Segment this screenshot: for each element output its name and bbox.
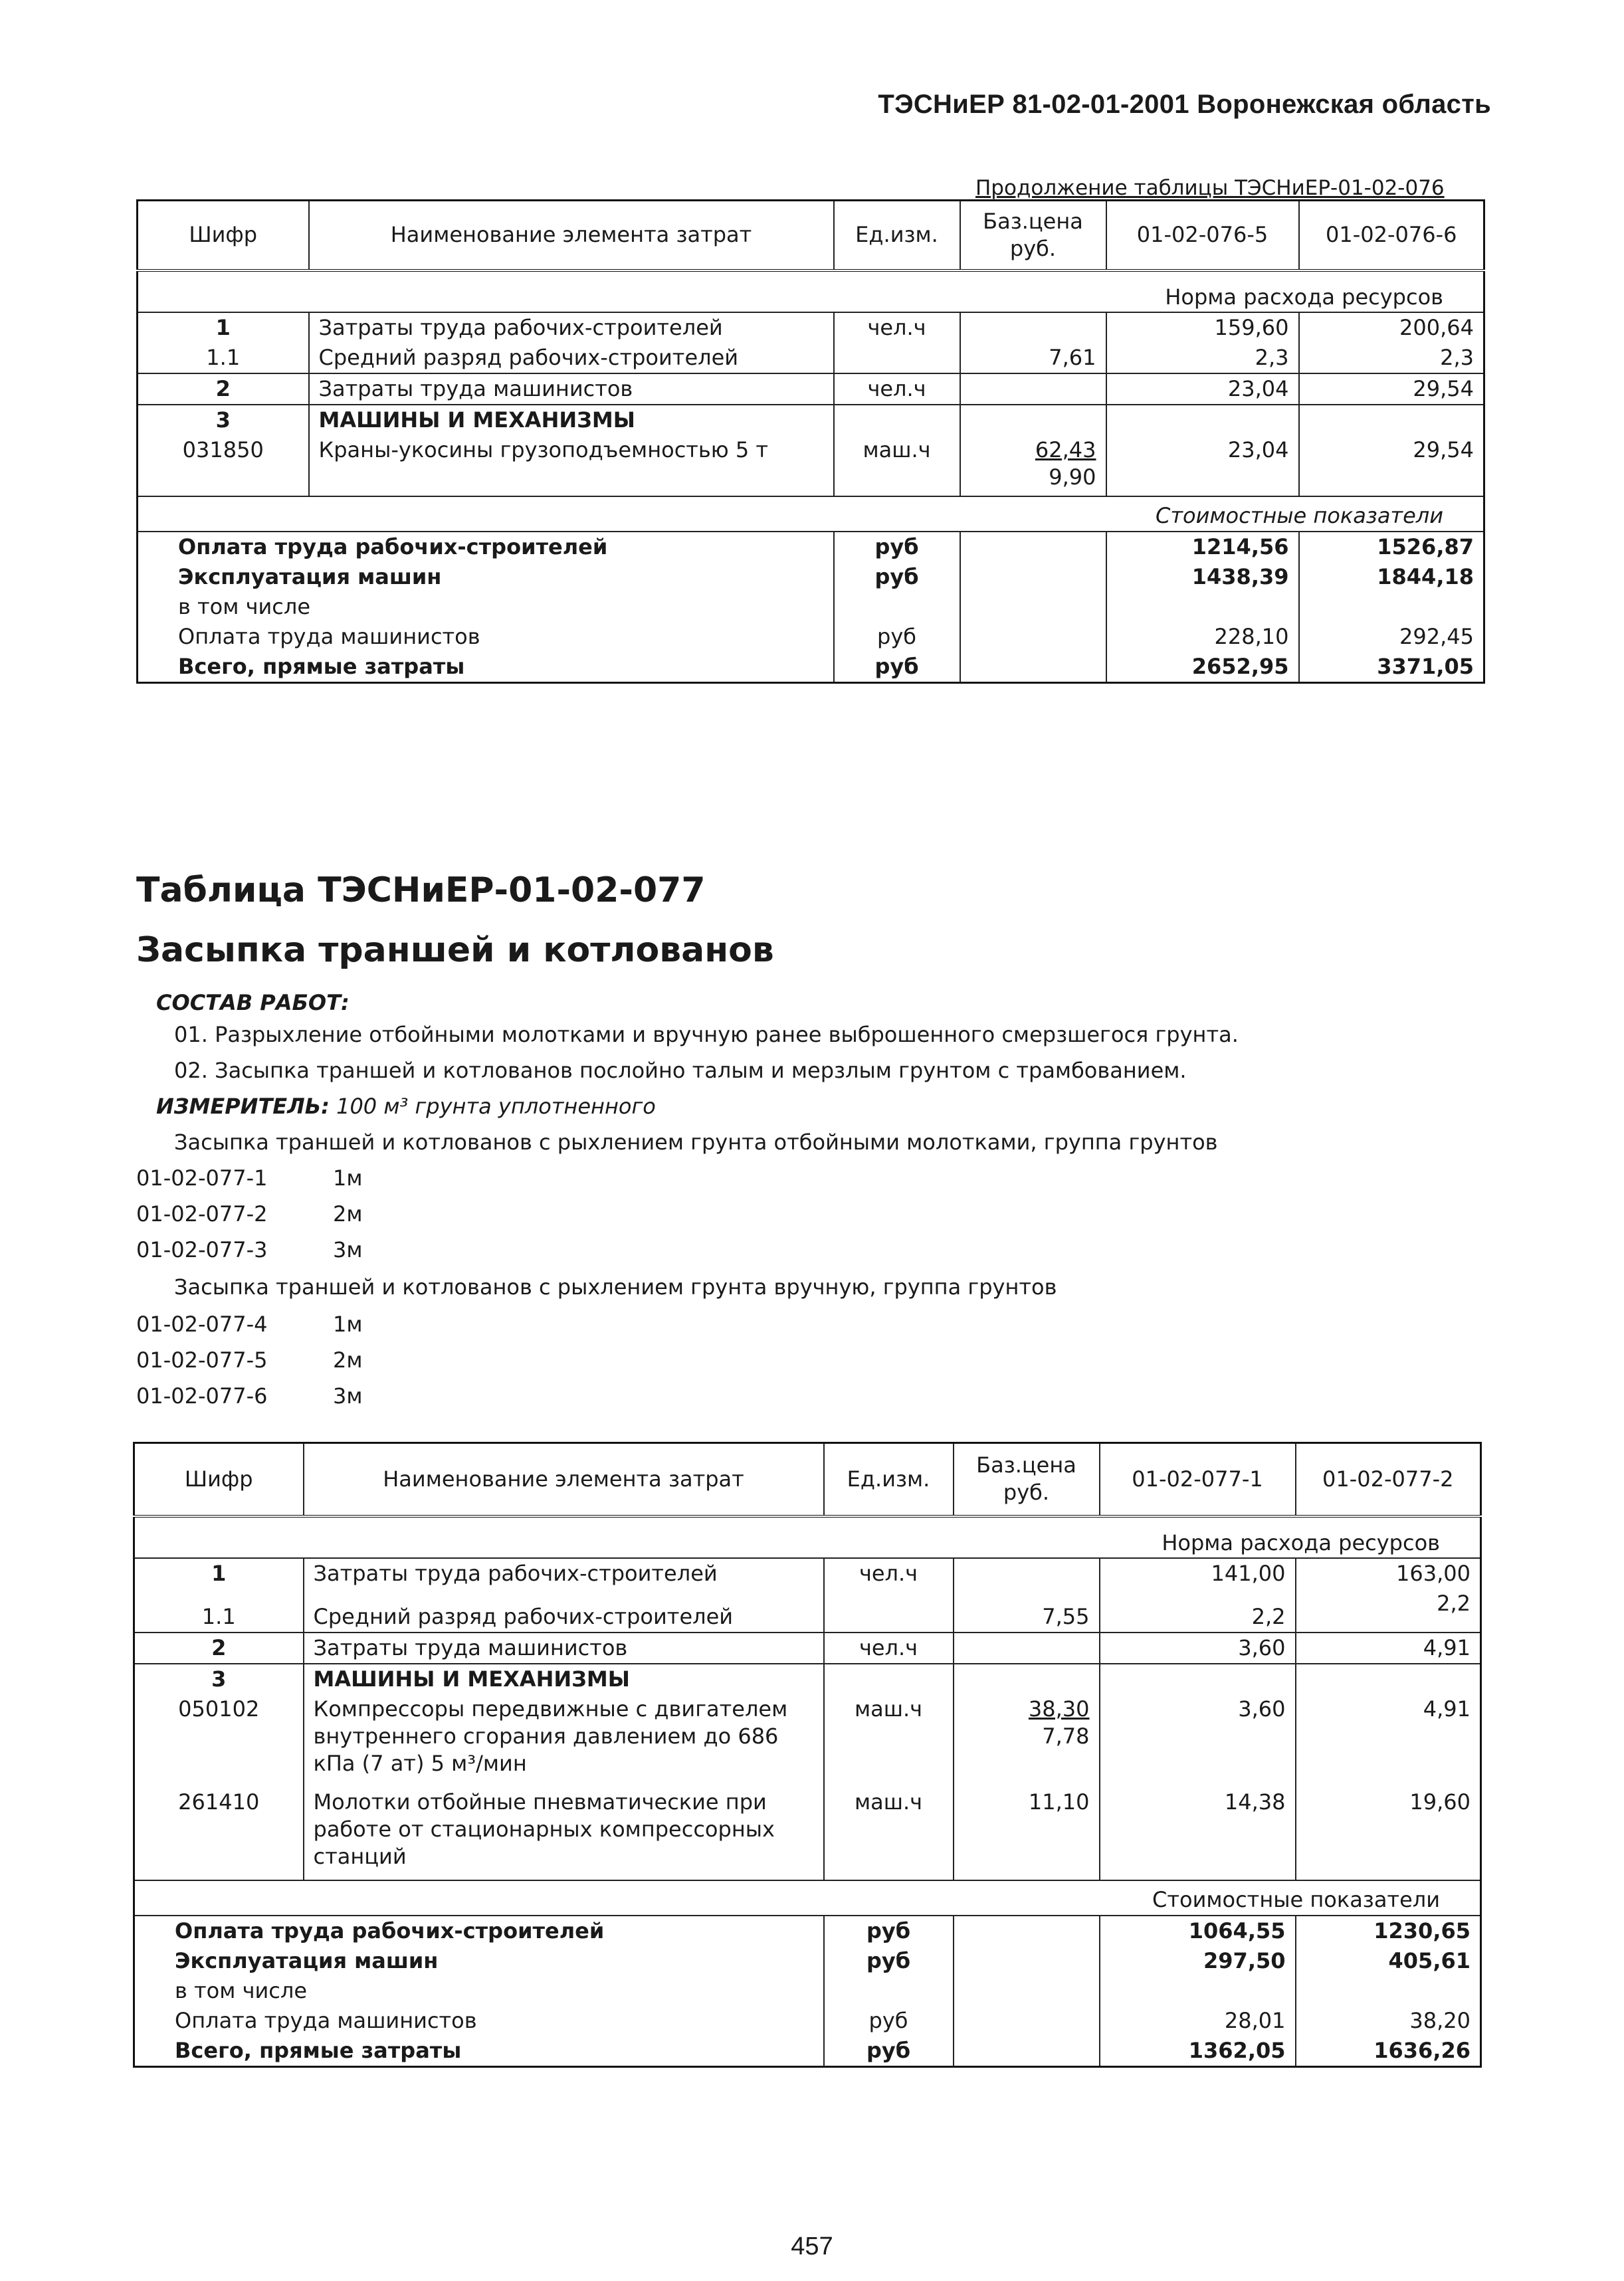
col-header-code: Шифр — [138, 201, 309, 270]
cost-empty — [960, 562, 1106, 592]
row-value-1: 3,60 — [1100, 1694, 1296, 1787]
row-unit: маш.ч — [834, 435, 960, 496]
code-entry — [136, 1383, 363, 1409]
cost-label: Эксплуатация машин — [134, 1946, 824, 1976]
table-header-row — [134, 1443, 1481, 1516]
section-row — [134, 1516, 1481, 1559]
cost-label: Оплата труда машинистов — [134, 2006, 824, 2036]
cost-value-2: 38,20 — [1296, 2006, 1481, 2036]
col-header-unit: Ед.изм. — [834, 201, 960, 270]
resource-table-076 — [136, 199, 1485, 684]
section-costs-label: Стоимостные показатели — [138, 496, 1484, 532]
row-price-machinist: 7,78 — [1042, 1724, 1090, 1749]
row-value-1: 141,00 — [1100, 1558, 1296, 1589]
cost-row — [134, 1946, 1481, 1976]
cost-unit: руб — [834, 622, 960, 652]
cost-unit — [834, 592, 960, 622]
table-row — [138, 312, 1484, 343]
section-subtitle: Засыпка траншей и котлованов — [136, 930, 774, 970]
cost-value-1 — [1100, 1976, 1296, 2006]
row-value-1: 23,04 — [1106, 435, 1299, 496]
col-header-code: Шифр — [134, 1443, 304, 1516]
row-unit — [824, 1589, 954, 1633]
row-unit: чел.ч — [824, 1558, 954, 1589]
code-entry — [136, 1237, 363, 1262]
row-code: 1.1 — [138, 343, 309, 373]
col-header-name: Наименование элемента затрат — [304, 1443, 824, 1516]
cost-value-1: 1362,05 — [1100, 2036, 1296, 2066]
row-price-main: 38,30 — [1028, 1696, 1090, 1722]
row-price — [954, 1558, 1100, 1589]
cost-row — [134, 1916, 1481, 1946]
meter-line — [156, 1094, 656, 1119]
cost-label: Оплата труда рабочих-строителей — [138, 532, 834, 562]
group-title: Засыпка траншей и котлованов с рыхлением грунта вручную, группа грунтов — [174, 1274, 1057, 1300]
row-value-1 — [1106, 405, 1299, 435]
cost-empty — [960, 592, 1106, 622]
cost-value-1: 1438,39 — [1106, 562, 1299, 592]
cost-value-2: 1636,26 — [1296, 2036, 1481, 2066]
cost-value-2 — [1296, 1976, 1481, 2006]
row-name: Компрессоры передвижные с двигателем внутреннего сгорания давлением до 686 кПа (7 ат) 5 м³/мин — [304, 1694, 824, 1787]
row-value-1: 23,04 — [1106, 373, 1299, 405]
col-header-unit: Ед.изм. — [824, 1443, 954, 1516]
document-header-title: ТЭСНиЕР 81-02-01-2001 Воронежская область — [878, 90, 1491, 119]
cost-value-1: 2652,95 — [1106, 652, 1299, 682]
row-value-2: 29,54 — [1299, 435, 1484, 496]
cost-unit: руб — [824, 1916, 954, 1946]
cost-label: Всего, прямые затраты — [138, 652, 834, 682]
cost-unit: руб — [824, 1946, 954, 1976]
cost-unit: руб — [824, 2006, 954, 2036]
cost-empty — [954, 1946, 1100, 1976]
row-name: Краны-укосины грузоподъемностью 5 т — [309, 435, 834, 496]
table-row — [134, 1787, 1481, 1880]
section-norms-label: Норма расхода ресурсов — [134, 1516, 1481, 1559]
row-price — [954, 1664, 1100, 1694]
row-value-2 — [1299, 405, 1484, 435]
row-code: 031850 — [138, 435, 309, 496]
section-row — [138, 270, 1484, 313]
row-unit — [824, 1664, 954, 1694]
work-item: 02. Засыпка траншей и котлованов послойно талым и мерзлым грунтом с трамбованием. — [174, 1058, 1187, 1083]
row-unit: чел.ч — [824, 1633, 954, 1664]
cost-empty — [954, 1916, 1100, 1946]
col-header-code-b: 01-02-076-6 — [1299, 201, 1484, 270]
resource-table-077 — [133, 1442, 1482, 2068]
row-value-2 — [1296, 1664, 1481, 1694]
row-code: 2 — [138, 373, 309, 405]
row-price-machinist: 9,90 — [1049, 464, 1096, 490]
table-row — [138, 343, 1484, 373]
row-code: 1 — [134, 1558, 304, 1589]
code-id: 01-02-077-3 — [136, 1237, 268, 1262]
cost-empty — [960, 622, 1106, 652]
col-header-code-b: 01-02-077-2 — [1296, 1443, 1481, 1516]
row-value-2: 2,3 — [1299, 343, 1484, 373]
cost-value-1: 1214,56 — [1106, 532, 1299, 562]
col-header-code-a: 01-02-076-5 — [1106, 201, 1299, 270]
row-value-1: 159,60 — [1106, 312, 1299, 343]
cost-unit — [824, 1976, 954, 2006]
cost-label: Оплата труда рабочих-строителей — [134, 1916, 824, 1946]
row-price: 7,61 — [960, 343, 1106, 373]
table-row — [134, 1664, 1481, 1694]
row-name: Затраты труда рабочих-строителей — [309, 312, 834, 343]
cost-label: Оплата труда машинистов — [138, 622, 834, 652]
row-value-2: 4,91 — [1296, 1633, 1481, 1664]
code-value: 1м — [333, 1165, 363, 1191]
cost-value-1: 1064,55 — [1100, 1916, 1296, 1946]
code-entry — [136, 1201, 363, 1227]
col-header-price: Баз.цена руб. — [954, 1443, 1100, 1516]
cost-value-2: 1844,18 — [1299, 562, 1484, 592]
works-heading: СОСТАВ РАБОТ: — [156, 990, 350, 1015]
cost-row — [138, 622, 1484, 652]
row-value-1: 3,60 — [1100, 1633, 1296, 1664]
row-value-2: 4,91 — [1296, 1694, 1481, 1787]
cost-label: в том числе — [138, 592, 834, 622]
cost-value-2 — [1299, 592, 1484, 622]
cost-unit: руб — [834, 652, 960, 682]
code-id: 01-02-077-1 — [136, 1165, 268, 1191]
code-value: 1м — [333, 1312, 363, 1337]
col-header-name: Наименование элемента затрат — [309, 201, 834, 270]
meter-label: ИЗМЕРИТЕЛЬ: — [156, 1094, 330, 1119]
row-name: Молотки отбойные пневматические при работе от стационарных компрессорных станций — [304, 1787, 824, 1880]
row-value-1: 2,3 — [1106, 343, 1299, 373]
row-value-2: 2,2 — [1296, 1589, 1481, 1633]
code-value: 2м — [333, 1347, 363, 1373]
code-id: 01-02-077-4 — [136, 1312, 268, 1337]
row-value-1: 2,2 — [1100, 1589, 1296, 1633]
cost-empty — [954, 1976, 1100, 2006]
row-name: МАШИНЫ И МЕХАНИЗМЫ — [304, 1664, 824, 1694]
cost-value-2: 292,45 — [1299, 622, 1484, 652]
cost-unit: руб — [834, 562, 960, 592]
row-value-2: 29,54 — [1299, 373, 1484, 405]
row-code: 1.1 — [134, 1589, 304, 1633]
cost-value-1: 228,10 — [1106, 622, 1299, 652]
cost-empty — [954, 2036, 1100, 2066]
code-value: 3м — [333, 1237, 363, 1262]
cost-row — [134, 2006, 1481, 2036]
page-number: 457 — [791, 2232, 833, 2260]
row-code: 261410 — [134, 1787, 304, 1880]
row-unit: чел.ч — [834, 312, 960, 343]
row-unit — [834, 343, 960, 373]
section-row — [138, 496, 1484, 532]
cost-value-2: 3371,05 — [1299, 652, 1484, 682]
section-table-title: Таблица ТЭСНиЕР-01-02-077 — [136, 870, 706, 910]
code-entry — [136, 1165, 363, 1191]
code-value: 3м — [333, 1383, 363, 1409]
table-row — [138, 373, 1484, 405]
cost-value-2: 1526,87 — [1299, 532, 1484, 562]
row-name: МАШИНЫ И МЕХАНИЗМЫ — [309, 405, 834, 435]
row-price — [954, 1633, 1100, 1664]
row-code: 1 — [138, 312, 309, 343]
row-unit — [834, 405, 960, 435]
cost-row — [134, 1976, 1481, 2006]
row-code: 3 — [138, 405, 309, 435]
row-unit: маш.ч — [824, 1694, 954, 1787]
table-row — [134, 1633, 1481, 1664]
row-code: 2 — [134, 1633, 304, 1664]
row-price: 7,55 — [954, 1589, 1100, 1633]
row-value-1 — [1100, 1664, 1296, 1694]
row-price — [960, 435, 1106, 496]
cost-empty — [954, 2006, 1100, 2036]
section-norms-label: Норма расхода ресурсов — [138, 270, 1484, 313]
row-value-2: 200,64 — [1299, 312, 1484, 343]
table-row — [134, 1558, 1481, 1589]
table-row — [134, 1694, 1481, 1787]
section-costs-label: Стоимостные показатели — [134, 1880, 1481, 1916]
cost-unit: руб — [824, 2036, 954, 2066]
table-continuation-caption: Продолжение таблицы ТЭСНиЕР-01-02-076 — [975, 176, 1445, 200]
cost-value-1: 297,50 — [1100, 1946, 1296, 1976]
col-header-code-a: 01-02-077-1 — [1100, 1443, 1296, 1516]
cost-empty — [960, 652, 1106, 682]
cost-value-1 — [1106, 592, 1299, 622]
cost-unit: руб — [834, 532, 960, 562]
row-name: Затраты труда машинистов — [304, 1633, 824, 1664]
row-name: Затраты труда машинистов — [309, 373, 834, 405]
row-value-2: 19,60 — [1296, 1787, 1481, 1880]
group-title: Засыпка траншей и котлованов с рыхлением грунта отбойными молотками, группа грунтов — [174, 1130, 1218, 1155]
code-entry — [136, 1312, 363, 1337]
cost-row — [138, 592, 1484, 622]
table-row — [138, 405, 1484, 435]
cost-row — [138, 652, 1484, 682]
row-price — [954, 1694, 1100, 1787]
cost-empty — [960, 532, 1106, 562]
cost-row — [134, 2036, 1481, 2066]
code-id: 01-02-077-2 — [136, 1201, 268, 1227]
row-unit: маш.ч — [824, 1787, 954, 1880]
cost-row — [138, 562, 1484, 592]
table-header-row — [138, 201, 1484, 270]
cost-label: в том числе — [134, 1976, 824, 2006]
meter-value: 100 м³ грунта уплотненного — [336, 1094, 656, 1119]
row-value-1: 14,38 — [1100, 1787, 1296, 1880]
cost-value-2: 1230,65 — [1296, 1916, 1481, 1946]
row-price-main: 62,43 — [1035, 437, 1096, 463]
cost-label: Эксплуатация машин — [138, 562, 834, 592]
cost-row — [138, 532, 1484, 562]
cost-value-1: 28,01 — [1100, 2006, 1296, 2036]
row-code: 3 — [134, 1664, 304, 1694]
row-price — [960, 373, 1106, 405]
row-name: Средний разряд рабочих-строителей — [309, 343, 834, 373]
row-name: Затраты труда рабочих-строителей — [304, 1558, 824, 1589]
row-unit: чел.ч — [834, 373, 960, 405]
row-price — [960, 312, 1106, 343]
row-code: 050102 — [134, 1694, 304, 1787]
col-header-price: Баз.цена руб. — [960, 201, 1106, 270]
cost-label: Всего, прямые затраты — [134, 2036, 824, 2066]
table-row — [134, 1589, 1481, 1633]
code-id: 01-02-077-5 — [136, 1347, 268, 1373]
row-price — [960, 405, 1106, 435]
work-item: 01. Разрыхление отбойными молотками и вручную ранее выброшенного смерзшегося грунта. — [174, 1022, 1239, 1047]
section-row — [134, 1880, 1481, 1916]
code-entry — [136, 1347, 363, 1373]
cost-value-2: 405,61 — [1296, 1946, 1481, 1976]
row-value-2: 163,00 — [1296, 1558, 1481, 1589]
code-value: 2м — [333, 1201, 363, 1227]
table-row — [138, 435, 1484, 496]
row-price: 11,10 — [954, 1787, 1100, 1880]
code-id: 01-02-077-6 — [136, 1383, 268, 1409]
row-name: Средний разряд рабочих-строителей — [304, 1589, 824, 1633]
